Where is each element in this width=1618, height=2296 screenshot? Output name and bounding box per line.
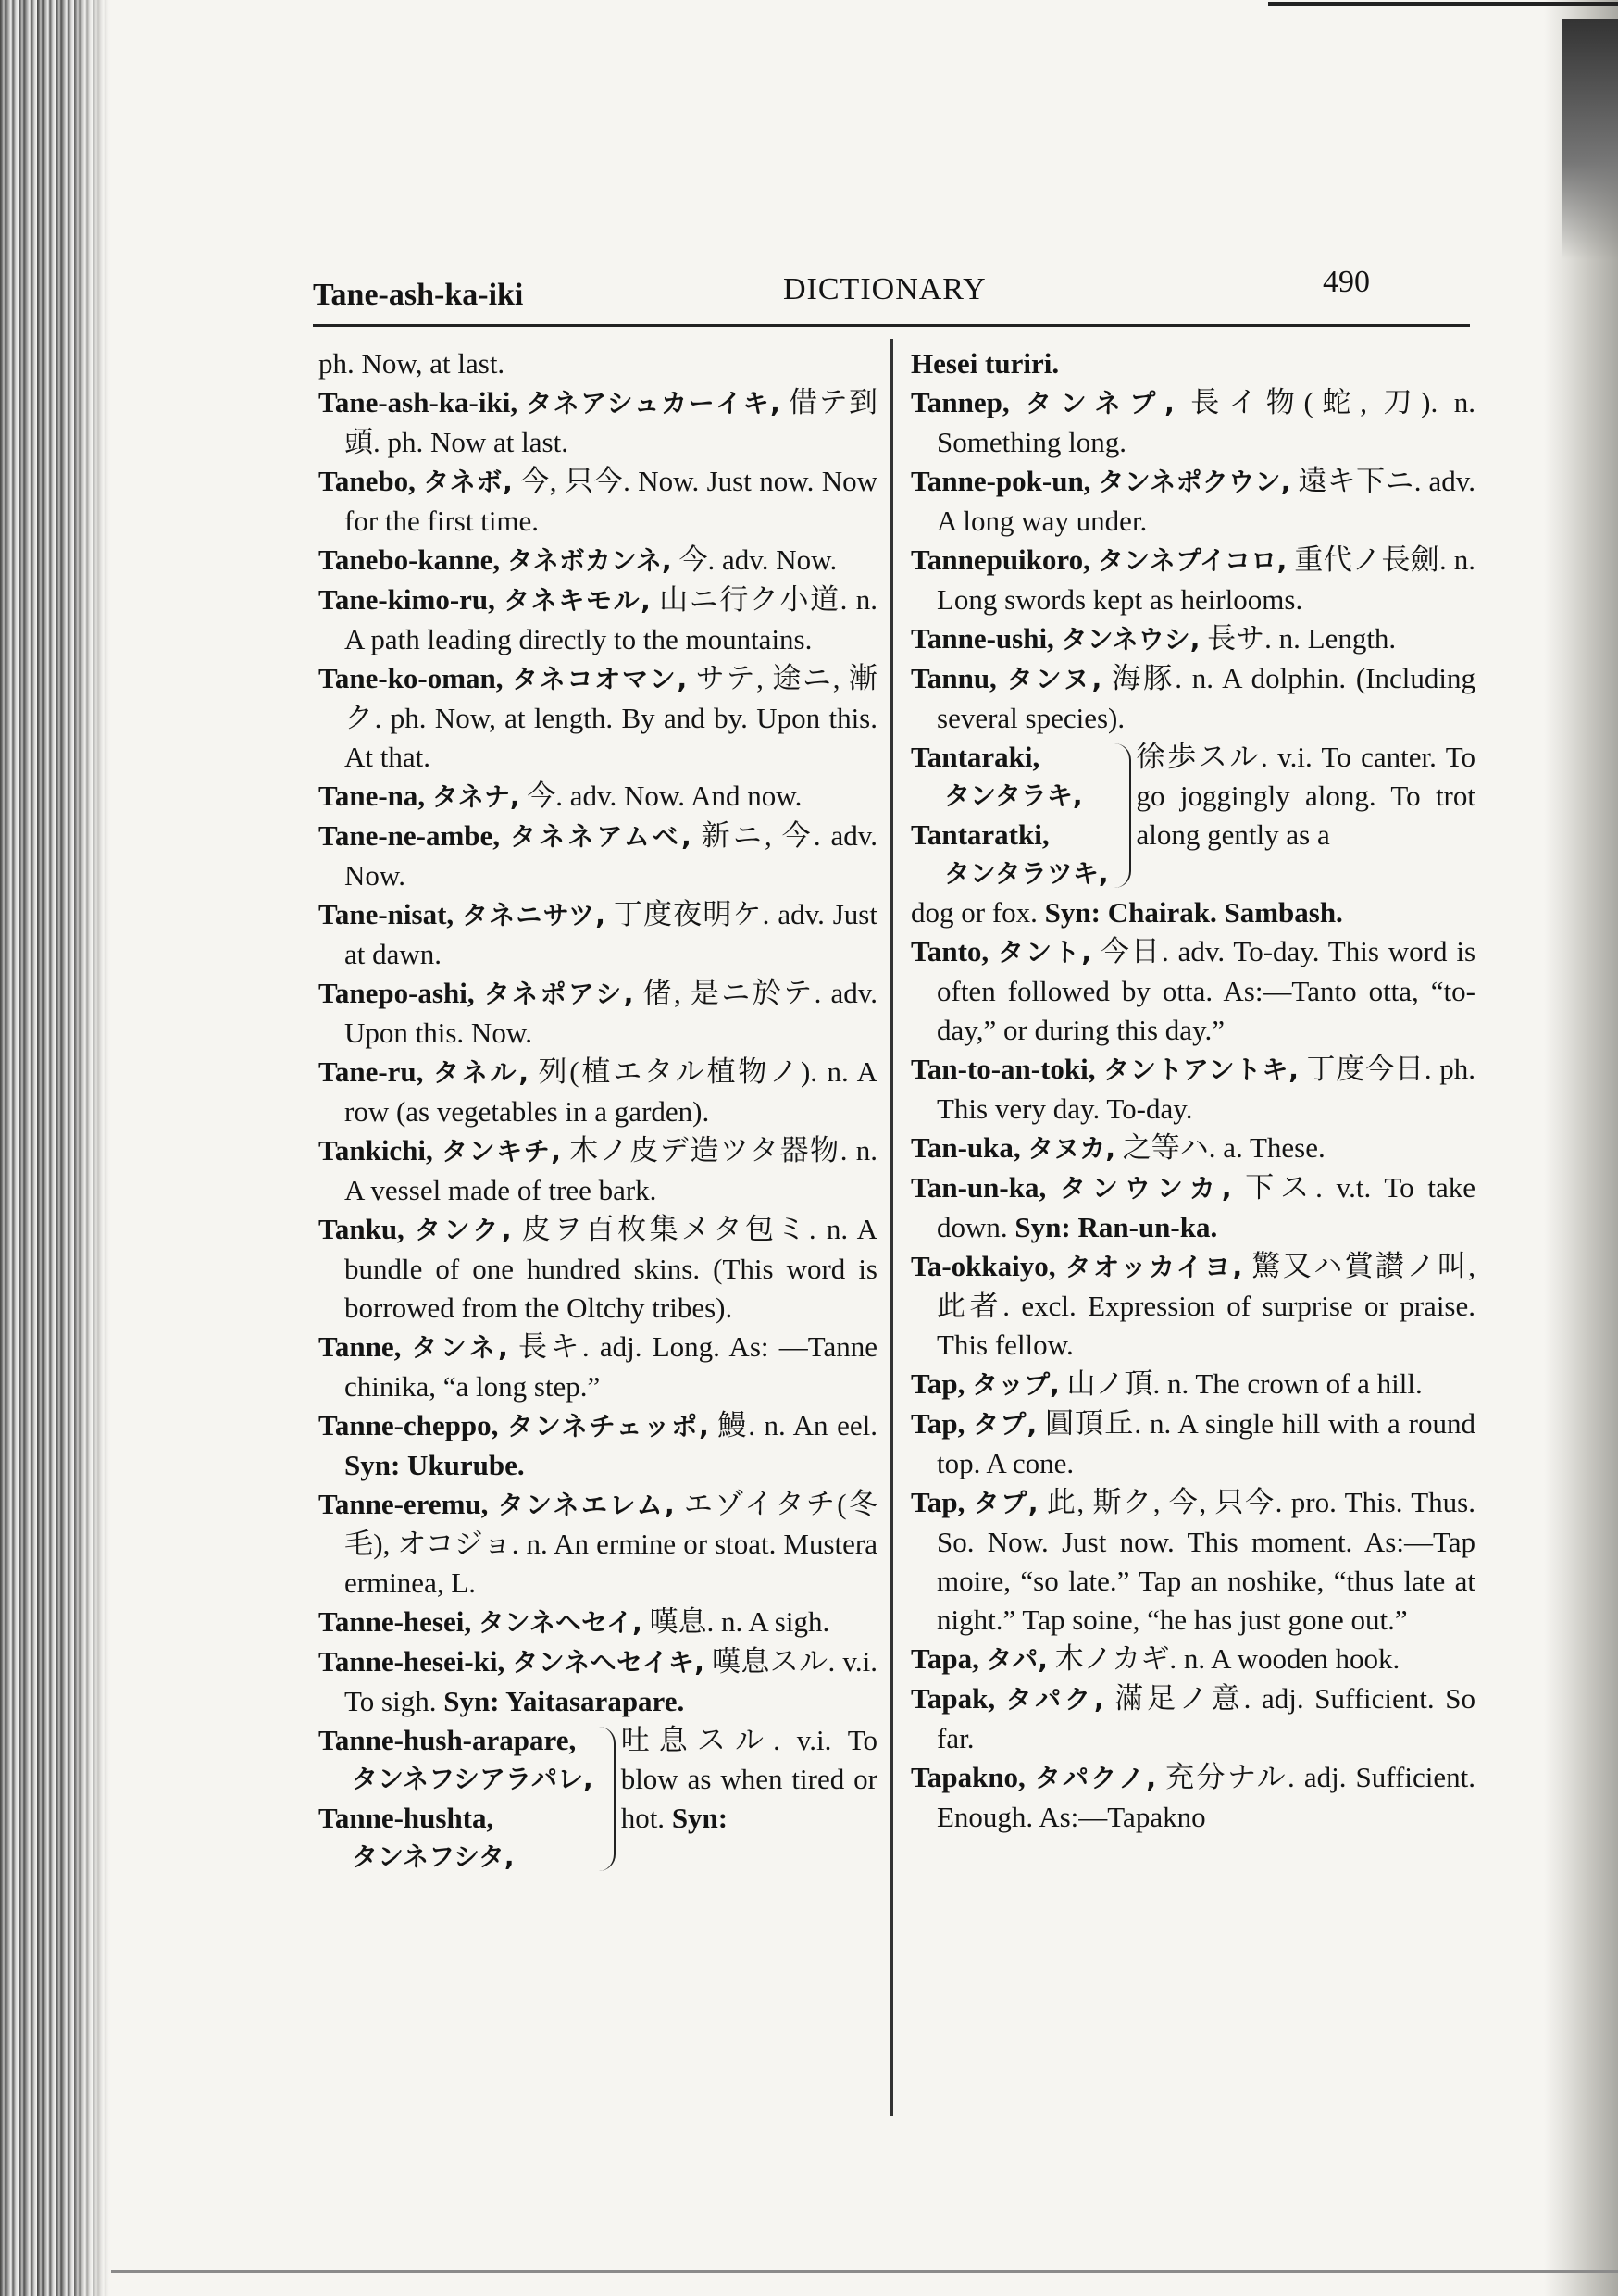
entry-definition: 嘆息スル. v.i. To sigh.	[344, 1645, 878, 1717]
left-column	[318, 344, 877, 1877]
top-edge-mark	[1268, 2, 1618, 6]
entry-definition: 嘆息. n. A sigh.	[649, 1605, 830, 1638]
entry-katakana: タンネプ,	[1026, 388, 1175, 418]
entry-katakana: タップ,	[972, 1369, 1060, 1400]
entry-headword: Tan-un-ka,	[911, 1171, 1047, 1204]
dictionary-entry	[318, 659, 877, 777]
entry-synonym: Syn: Yaitasarapare.	[443, 1685, 685, 1717]
entry-katakana: タネボ,	[423, 467, 513, 497]
entry-headword: Tapa,	[911, 1642, 979, 1675]
dictionary-entry	[911, 1404, 1475, 1483]
scanned-page-left-edge	[0, 0, 111, 2296]
entry-katakana: タンウンカ,	[1059, 1173, 1232, 1204]
entry-definition: 長サ. n. Length.	[1207, 622, 1397, 655]
entry-definition: 此, 斯ク, 今, 只今. pro. This. Thus. So. Now. Just now. This moment. As:—Tap moire, “so late.” Tap an noshike, “thus late at night.” Tap soine, “he has just gone out.”	[937, 1486, 1475, 1636]
braced-entry-group	[911, 738, 1475, 893]
entry-katakana: タンネチェッポ,	[506, 1411, 709, 1441]
entry-katakana: タプ,	[973, 1409, 1038, 1440]
entry-headword: Tane-ash-ka-iki,	[318, 386, 518, 418]
entry-headword: Tane-kimo-ru,	[318, 583, 495, 616]
entry-definition: 滿足ノ意. adj. Sufficient. So far.	[937, 1682, 1476, 1754]
dictionary-entry	[911, 1168, 1475, 1247]
entry-headword: Tankichi,	[318, 1134, 433, 1167]
entry-headword: Tan-to-an-toki,	[911, 1053, 1096, 1085]
entry-katakana: タンネフシタ,	[352, 1841, 515, 1872]
entry-definition: 充分ナル. adj. Sufficient. Enough. As:—Tapakno	[937, 1761, 1475, 1833]
entry-definition: 長イ物(蛇, 刀). n. Something long.	[937, 386, 1475, 458]
entry-headword: Tap,	[911, 1407, 965, 1440]
entry-headword: Tanne,	[318, 1330, 402, 1363]
braced-definition	[621, 1721, 877, 1877]
entry-definition: 新ニ, 今. adv. Now.	[344, 819, 878, 892]
entry-katakana: タンタラツキ,	[944, 858, 1109, 889]
entry-definition: 海豚. n. A dolphin. (Including several species).	[937, 662, 1476, 734]
entry-headword: Tanne-hushta,	[318, 1802, 494, 1834]
bottom-edge-mark	[111, 2270, 1618, 2273]
entry-katakana: タント,	[998, 937, 1091, 967]
entry-definition: 下ス. v.t. To take down.	[937, 1171, 1476, 1243]
dictionary-entry	[318, 1328, 877, 1406]
curly-brace	[1113, 743, 1131, 888]
entry-katakana: タンネポクウン,	[1098, 467, 1291, 497]
entry-katakana: タネコオマン,	[512, 664, 688, 694]
entry-definition: 遠キ下ニ. adv. A long way under.	[937, 465, 1476, 537]
entry-definition: 今. adv. Now.	[678, 543, 838, 576]
dictionary-entry	[318, 383, 877, 462]
header-rule	[313, 324, 1470, 327]
entry-definition: 丁度今日. ph. This very day. To-day.	[937, 1053, 1475, 1125]
entry-definition: エゾイタチ(冬毛), オコジョ. n. An ermine or stoat. Mustera erminea, L.	[344, 1488, 877, 1599]
dictionary-entry	[911, 1129, 1475, 1168]
entry-definition: 圓頂丘. n. A single hill with a round top. A cone.	[937, 1407, 1475, 1479]
entry-headword: Tannepuikoro,	[911, 543, 1090, 576]
entry-headword: Tantaraki,	[911, 741, 1040, 773]
entry-katakana: タプ,	[973, 1488, 1039, 1518]
entry-katakana: タオッカイヨ,	[1064, 1252, 1243, 1282]
entry-katakana: タネニサツ,	[462, 900, 605, 930]
entry-headword: Tane-nisat,	[318, 898, 454, 930]
braced-headwords	[318, 1721, 593, 1877]
braced-headwords	[911, 738, 1109, 893]
entry-headword: Tapak,	[911, 1682, 996, 1715]
entry-headword: Tanne-pok-un,	[911, 465, 1091, 497]
entry-headword: Tanto,	[911, 935, 989, 967]
dictionary-entry	[911, 1483, 1475, 1640]
entry-definition: 列(植エタル植物ノ). n. A row (as vegetables in a garden).	[344, 1055, 878, 1128]
entry-headword: Tane-ru,	[318, 1055, 424, 1088]
entry-synonym: Syn: Ran-un-ka.	[1014, 1211, 1218, 1243]
dictionary-entry	[318, 1642, 877, 1721]
entry-headword: Tanne-eremu,	[318, 1488, 489, 1520]
entry-headword: Tap,	[911, 1486, 965, 1518]
entry-katakana: タネボカンネ,	[506, 545, 672, 576]
dictionary-entry	[911, 1640, 1475, 1679]
entry-katakana: タネル,	[432, 1057, 529, 1088]
dictionary-entry	[318, 895, 877, 974]
scanned-page-right-edge	[1544, 0, 1618, 2296]
dictionary-entry	[911, 1758, 1475, 1837]
entry-katakana: タパク,	[1005, 1684, 1104, 1715]
entry-katakana: タンネフシアラパレ,	[352, 1764, 593, 1794]
curly-brace	[597, 1727, 616, 1871]
entry-katakana: タンク,	[415, 1215, 512, 1245]
dictionary-entry	[318, 1210, 877, 1328]
dictionary-entry	[911, 344, 1475, 383]
entry-definition: 借テ到頭. ph. Now at last.	[344, 386, 877, 458]
braced-entry-tail	[911, 893, 1475, 932]
dictionary-entry	[318, 344, 877, 383]
entry-definition: 木ノ皮デ造ツタ器物. n. A vessel made of tree bark.	[344, 1134, 878, 1206]
page-title: DICTIONARY	[783, 272, 987, 306]
dictionary-entry	[318, 1485, 877, 1603]
dictionary-entry	[911, 1679, 1475, 1758]
dictionary-entry	[911, 932, 1475, 1050]
column-divider	[890, 339, 893, 2116]
entry-synonym: Syn: Ukurube.	[344, 1449, 525, 1481]
right-column	[911, 344, 1475, 1837]
entry-katakana: タネナ,	[431, 781, 520, 812]
entry-katakana: タヌカ,	[1027, 1133, 1116, 1164]
entry-katakana: タンキチ,	[442, 1136, 561, 1167]
entry-definition: dog or fox.	[911, 896, 1038, 929]
entry-definition: 今日. adv. To-day. This word is often followed by otta. As:—Tanto otta, “to-day,” or during this day.”	[937, 935, 1476, 1046]
entry-headword: Tap,	[911, 1367, 965, 1400]
dictionary-entry	[911, 462, 1475, 541]
entry-headword: Ta-okkaiyo,	[911, 1250, 1056, 1282]
dictionary-entry	[318, 974, 877, 1053]
entry-katakana: タンネプイコロ,	[1097, 545, 1288, 576]
entry-headword: Tannep,	[911, 386, 1010, 418]
dictionary-entry	[318, 541, 877, 580]
entry-katakana: タネキモル,	[504, 585, 651, 616]
entry-definition: 長キ. adj. Long. As: —Tanne chinika, “a long step.”	[344, 1330, 877, 1403]
entry-synonym: Syn: Chairak. Sambash.	[1044, 896, 1343, 929]
entry-headword: Tanepo-ashi,	[318, 977, 475, 1009]
entry-definition: 偖, 是ニ於テ. adv. Upon this. Now.	[344, 977, 877, 1049]
entry-definition: 重代ノ長劍. n. Long swords kept as heirlooms.	[937, 543, 1476, 616]
entry-katakana: タネアシュカーイキ,	[526, 388, 780, 418]
entry-headword: Tane-ne-ambe,	[318, 819, 501, 852]
entry-katakana: タパクノ,	[1034, 1763, 1157, 1793]
entry-headword: Tanku,	[318, 1213, 404, 1245]
entry-katakana: タンタラキ,	[944, 780, 1083, 811]
dictionary-entry	[911, 659, 1475, 738]
entry-headword: Tane-ko-oman,	[318, 662, 504, 694]
entry-katakana: タンネウシ,	[1061, 624, 1201, 655]
dictionary-entry	[911, 541, 1475, 619]
entry-katakana: タンネ,	[411, 1332, 508, 1363]
entry-headword: Tanne-cheppo,	[318, 1409, 499, 1441]
entry-definition: 皮ヲ百枚集メタ包ミ. n. A bundle of one hundred skins. (This word is borrowed from the Oltchy tribes).	[344, 1213, 877, 1324]
entry-headword: Tane-na,	[318, 780, 426, 812]
entry-continuation: ph. Now, at last.	[318, 347, 505, 380]
dictionary-entry	[318, 580, 877, 659]
entry-definition: 徐歩スル. v.i. To canter. To go joggingly along. To trot along gently as a	[1136, 741, 1475, 851]
dictionary-entry	[911, 383, 1475, 462]
page-number: 490	[1323, 265, 1370, 299]
entry-katakana: タンネエレム,	[497, 1490, 675, 1520]
entry-katakana: タパ,	[986, 1644, 1048, 1675]
dictionary-entry	[318, 1603, 877, 1642]
entry-definition: サテ, 途ニ, 漸ク. ph. Now, at length. By and by. Upon this. At that.	[344, 662, 878, 773]
dictionary-entry	[318, 462, 877, 541]
page-header	[313, 265, 1444, 324]
dictionary-entry	[318, 817, 877, 895]
entry-definition: 之等ハ. a. These.	[1122, 1131, 1326, 1164]
entry-headword: Tapakno,	[911, 1761, 1026, 1793]
braced-entry-group	[318, 1721, 877, 1877]
entry-definition: 山ニ行ク小道. n. A path leading directly to the mountains.	[344, 583, 878, 655]
entry-headword: Tannu,	[911, 662, 997, 694]
entry-katakana: タンヌ,	[1006, 664, 1102, 694]
entry-definition: 丁度夜明ケ. adv. Just at dawn.	[344, 898, 877, 970]
dictionary-entry	[911, 619, 1475, 659]
entry-katakana: タンネヘセイ,	[478, 1607, 642, 1638]
entry-katakana: タネネアムベ,	[510, 821, 691, 852]
dictionary-entry	[911, 1365, 1475, 1404]
entry-headword: Tanebo-kanne,	[318, 543, 501, 576]
entry-continuation: Hesei turiri.	[911, 347, 1060, 380]
running-head: Tane-ash-ka-iki	[313, 278, 524, 312]
braced-definition	[1137, 738, 1475, 893]
entry-headword: Tanne-hush-arapare,	[318, 1724, 577, 1756]
dictionary-entry	[911, 1247, 1475, 1365]
entry-headword: Tantaratki,	[911, 818, 1050, 851]
entry-definition: 驚又ハ賞讃ノ叫, 此者. excl. Expression of surprise or praise. This fellow.	[937, 1250, 1476, 1361]
dictionary-entry	[911, 1050, 1475, 1129]
dictionary-entry	[318, 1053, 877, 1131]
entry-definition: 今, 只今. Now. Just now. Now for the first time.	[344, 465, 877, 537]
entry-headword: Tan-uka,	[911, 1131, 1021, 1164]
entry-definition: 鰻. n. An eel.	[717, 1409, 878, 1441]
entry-katakana: タネポアシ,	[483, 979, 634, 1009]
entry-katakana: タントアントキ,	[1103, 1054, 1299, 1085]
entry-definition: 吐息スル. v.i. To blow as when tired or hot.	[620, 1724, 877, 1834]
entry-headword: Tanne-ushi,	[911, 622, 1054, 655]
entry-headword: Tanne-hesei,	[318, 1605, 472, 1638]
entry-definition: 木ノカギ. n. A wooden hook.	[1054, 1642, 1400, 1675]
entry-katakana: タンネヘセイキ,	[512, 1647, 704, 1678]
dictionary-entry	[318, 777, 877, 817]
dictionary-entry	[318, 1131, 877, 1210]
dictionary-entry	[318, 1406, 877, 1485]
entry-headword: Tanebo,	[318, 465, 416, 497]
entry-definition: 今. adv. Now. And now.	[527, 780, 803, 812]
entry-synonym: Syn:	[671, 1802, 728, 1834]
entry-headword: Tanne-hesei-ki,	[318, 1645, 505, 1678]
entry-definition: 山ノ頂. n. The crown of a hill.	[1066, 1367, 1423, 1400]
